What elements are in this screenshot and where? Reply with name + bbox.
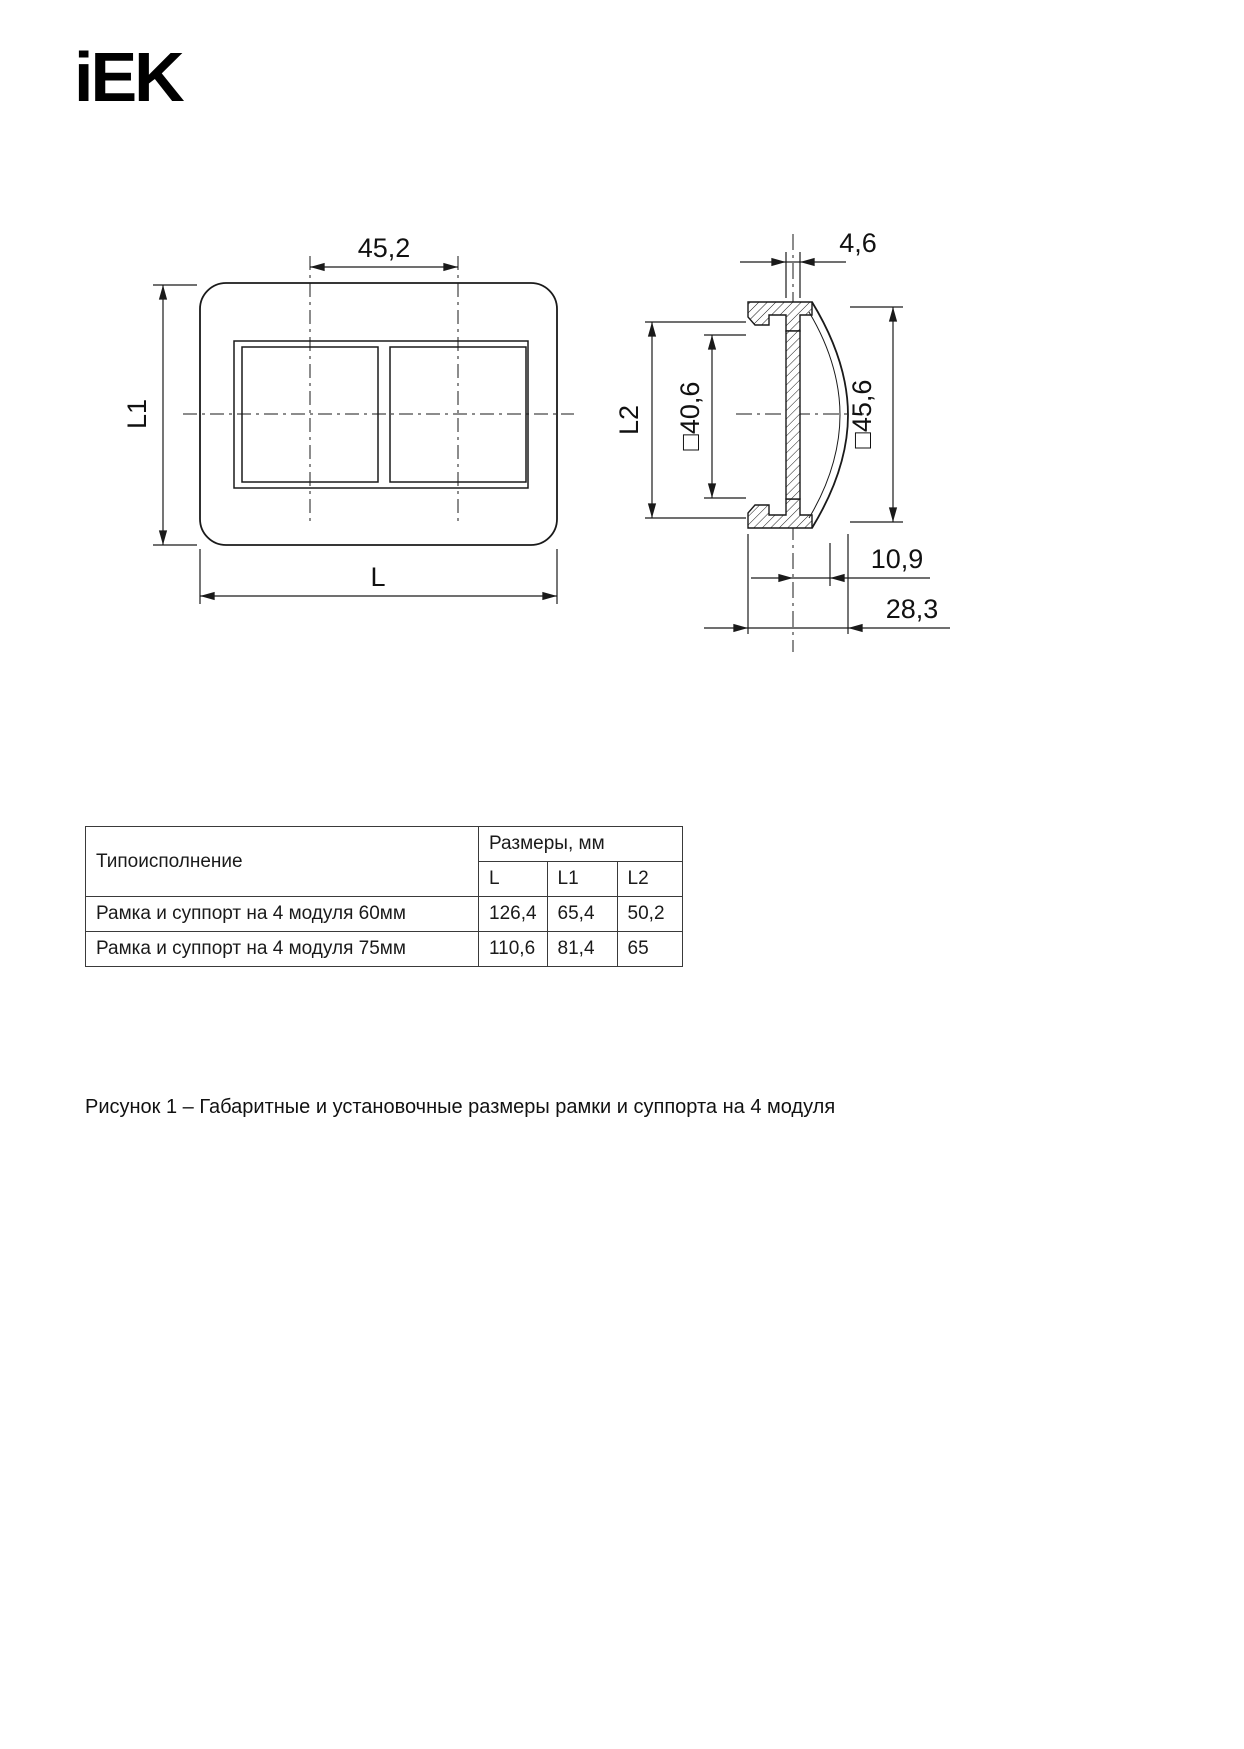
technical-drawing	[0, 0, 1244, 700]
table-cell-l: 126,4	[479, 897, 548, 932]
dim-label-4-6: 4,6	[839, 228, 877, 258]
table-cell-l2: 50,2	[617, 897, 682, 932]
frame-front-curve-outer	[812, 302, 848, 528]
table-cell-l1: 81,4	[547, 932, 617, 967]
front-view-outline	[183, 256, 574, 545]
table-header-type: Типоисполнение	[86, 827, 479, 897]
table-cell-type: Рамка и суппорт на 4 модуля 60мм	[86, 897, 479, 932]
front-view-dimension-lines	[153, 267, 557, 604]
dim-label-28-3: 28,3	[885, 594, 939, 624]
section-bottom-flange	[748, 499, 812, 528]
dim-label-10-9: 10,9	[870, 544, 924, 574]
front-view-dimension-labels	[122, 233, 410, 592]
table-cell-l2: 65	[617, 932, 682, 967]
dim-label-45-2: 45,2	[357, 233, 411, 263]
table-cell-l: 110,6	[479, 932, 548, 967]
dim-label-L2: L2	[614, 404, 644, 436]
frame-front-curve-inner	[809, 312, 840, 518]
table-col-header-l1: L1	[547, 862, 617, 897]
table-row	[86, 932, 683, 967]
table-header-sizes: Размеры, мм	[479, 827, 683, 862]
dim-label-L: L	[370, 562, 386, 592]
figure-caption: Рисунок 1 – Габаритные и установочные размеры рамки и суппорта на 4 модуля	[85, 1096, 836, 1118]
table-row	[86, 897, 683, 932]
section-top-flange	[748, 302, 812, 331]
table-cell-l1: 65,4	[547, 897, 617, 932]
dim-label-L1: L1	[122, 398, 152, 430]
section-support-wall	[786, 331, 800, 499]
dimensions-table	[85, 826, 683, 967]
iek-logo: iEK	[74, 38, 182, 116]
table-col-header-l: L	[479, 862, 548, 897]
dim-label-45-6: □45,6	[847, 379, 877, 449]
table-col-header-l2: L2	[617, 862, 682, 897]
dim-label-40-6: □40,6	[675, 381, 705, 451]
table-header-row-1	[86, 827, 683, 862]
table-cell-type: Рамка и суппорт на 4 модуля 75мм	[86, 932, 479, 967]
side-view-dimension-labels	[614, 228, 938, 624]
